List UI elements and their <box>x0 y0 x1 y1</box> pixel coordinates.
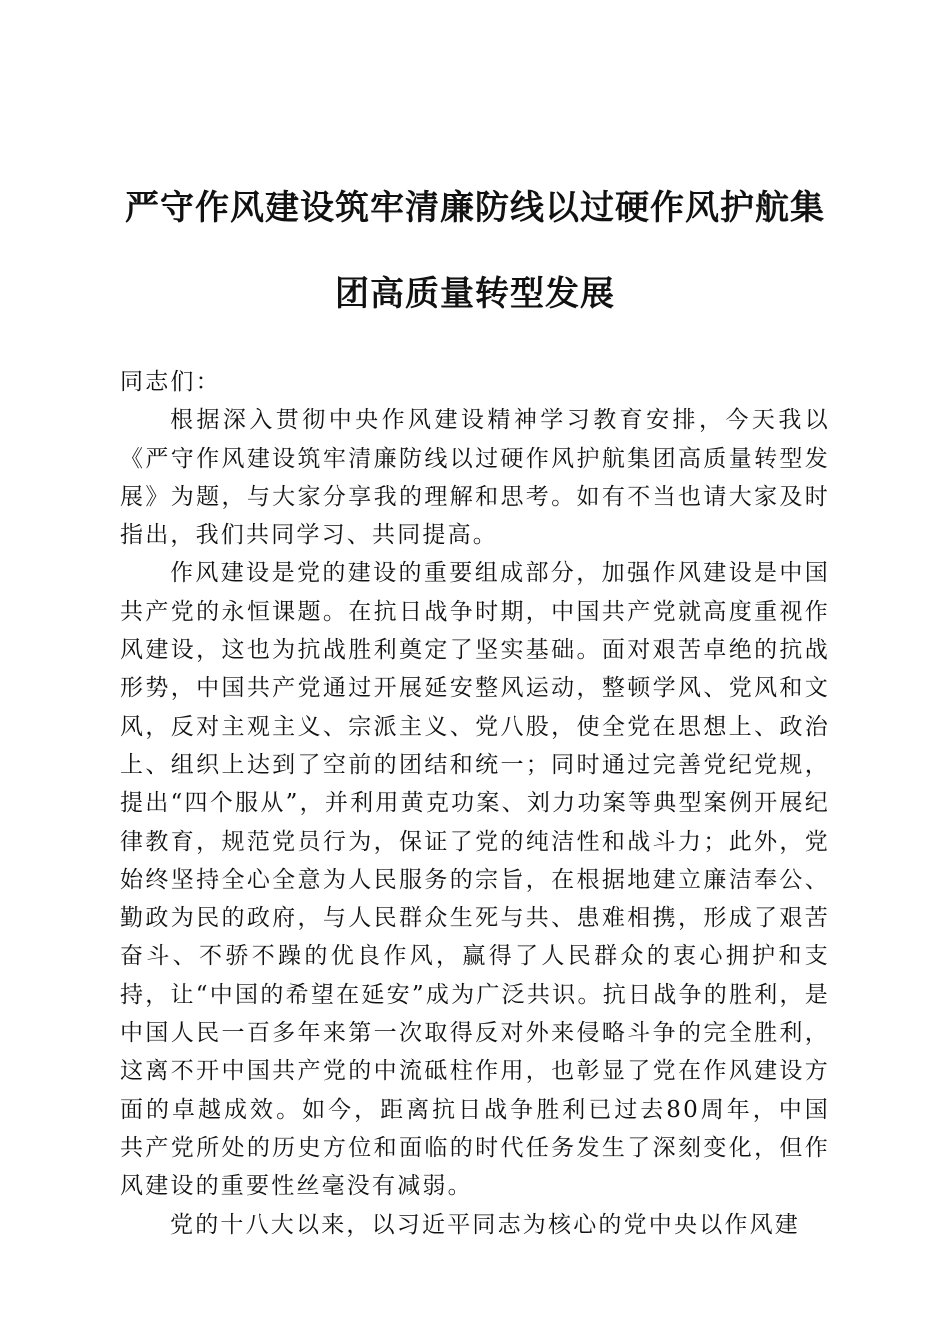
paragraph-eighteenth-congress: 党的十八大以来，以习近平同志为核心的党中央以作风建 <box>170 1211 800 1238</box>
paragraph-intro: 根据深入贯彻中央作风建设精神学习教育安排，今天我以《严守作风建设筑牢清廉防线以过硬作风护航集团高质量转型发展》为题，与大家分享我的理解和思考。如有不当也请大家及时指出，我们共同学习、共同提高。 <box>120 407 830 549</box>
paragraph-history: 作风建设是党的建设的重要组成部分，加强作风建设是中国共产党的永恒课题。在抗日战争时期，中国共产党就高度重视作风建设，这也为抗战胜利奠定了坚实基础。面对艰苦卓绝的抗战形势，中国共产党通过开展延安整风运动，整顿学风、党风和文风，反对主观主义、宗派主义、党八股，使全党在思想上、政治上、组织上达到了空前的团结和统一；同时通过完善党纪党规，提出“四个服从”，并利用黄克功案、刘力功案等典型案例开展纪律教育，规范党员行为，保证了党的纯洁性和战斗力；此外，党始终坚持全心全意为人民服务的宗旨，在根据地建立廉洁奉公、勤政为民的政府，与人民群众生死与共、患难相携，形成了艰苦奋斗、不骄不躁的优良作风，赢得了人民群众的衷心拥护和支持，让“中国的希望在延安”成为广泛共识。抗日战争的胜利，是中国人民一百多年来第一次取得反对外来侵略斗争的完全胜利，这离不开中国共产党的中流砥柱作用，也彰显了党在作风建设方面的卓越成效。如今，距离抗日战争胜利已过去80周年，中国共产党所处的历史方位和面临的时代任务发生了深刻变化，但作风建设的重要性丝毫没有减弱。 <box>120 560 830 1200</box>
document-body <box>120 363 830 1244</box>
salutation: 同志们： <box>120 369 221 395</box>
document-title: 严守作风建设筑牢清廉防线以过硬作风护航集团高质量转型发展 <box>125 188 825 314</box>
